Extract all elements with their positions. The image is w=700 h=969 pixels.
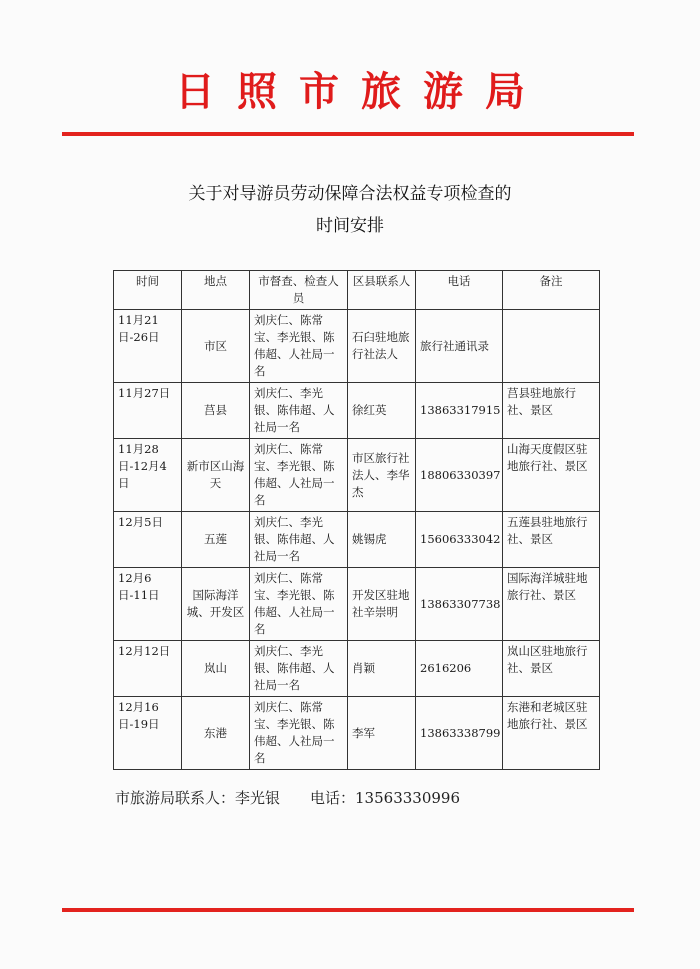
cell-time: 11月28日-12月4日 — [114, 439, 182, 512]
document-title-line2: 时间安排 — [316, 216, 384, 236]
cell-phone: 15606333042 — [416, 512, 503, 568]
cell-remark — [503, 310, 600, 383]
table-row — [114, 310, 600, 383]
cell-inspectors: 刘庆仁、陈常宝、李光银、陈伟超、人社局一名 — [250, 310, 348, 383]
cell-time: 11月21日-26日 — [114, 310, 182, 383]
document-title-line1: 关于对导游员劳动保障合法权益专项检查的 — [188, 184, 512, 204]
cell-inspectors: 刘庆仁、陈常宝、李光银、陈伟超、人社局一名 — [250, 568, 348, 641]
table-row — [114, 568, 600, 641]
cell-remark: 东港和老城区驻地旅行社、景区 — [503, 697, 600, 770]
cell-inspectors: 刘庆仁、陈常宝、李光银、陈伟超、人社局一名 — [250, 697, 348, 770]
column-header-contact: 区县联系人 — [348, 271, 416, 310]
cell-place: 岚山 — [182, 641, 250, 697]
cell-remark: 岚山区驻地旅行社、景区 — [503, 641, 600, 697]
cell-time: 12月16日-19日 — [114, 697, 182, 770]
table-row — [114, 697, 600, 770]
cell-remark: 五莲县驻地旅行社、景区 — [503, 512, 600, 568]
footer-red-rule — [62, 908, 634, 912]
footer-contact-phone: 电话：13563330996 — [310, 789, 460, 807]
column-header-phone: 电话 — [416, 271, 503, 310]
cell-contact: 市区旅行社法人、李华杰 — [348, 439, 416, 512]
org-letterhead-title: 日照市旅游局 — [175, 69, 547, 115]
letterhead-red-rule — [62, 132, 634, 136]
column-header-place: 地点 — [182, 271, 250, 310]
cell-time: 12月5日 — [114, 512, 182, 568]
table-row — [114, 383, 600, 439]
cell-phone: 18806330397 — [416, 439, 503, 512]
cell-remark: 国际海洋城驻地旅行社、景区 — [503, 568, 600, 641]
column-header-remark: 备注 — [503, 271, 600, 310]
cell-time: 12月12日 — [114, 641, 182, 697]
footer-contact-line — [115, 787, 460, 808]
cell-place: 五莲 — [182, 512, 250, 568]
table-row — [114, 512, 600, 568]
cell-phone: 13863317915 — [416, 383, 503, 439]
cell-inspectors: 刘庆仁、李光银、陈伟超、人社局一名 — [250, 383, 348, 439]
cell-place: 国际海洋城、开发区 — [182, 568, 250, 641]
cell-remark: 山海天度假区驻地旅行社、景区 — [503, 439, 600, 512]
cell-time: 12月6日-11日 — [114, 568, 182, 641]
cell-place: 东港 — [182, 697, 250, 770]
column-header-inspectors: 市督查、检查人员 — [250, 271, 348, 310]
cell-contact: 姚锡虎 — [348, 512, 416, 568]
cell-phone: 2616206 — [416, 641, 503, 697]
column-header-time: 时间 — [114, 271, 182, 310]
table-row — [114, 439, 600, 512]
table-header-row — [114, 271, 600, 310]
cell-phone: 13863338799 — [416, 697, 503, 770]
cell-inspectors: 刘庆仁、李光银、陈伟超、人社局一名 — [250, 641, 348, 697]
cell-remark: 莒县驻地旅行社、景区 — [503, 383, 600, 439]
cell-place: 莒县 — [182, 383, 250, 439]
cell-contact: 李军 — [348, 697, 416, 770]
cell-contact: 石臼驻地旅行社法人 — [348, 310, 416, 383]
cell-place: 新市区山海天 — [182, 439, 250, 512]
table-row — [114, 641, 600, 697]
footer-contact-person: 市旅游局联系人：李光银 — [115, 789, 281, 807]
cell-contact: 开发区驻地社辛崇明 — [348, 568, 416, 641]
inspection-schedule-table — [113, 270, 600, 770]
cell-phone: 13863307738 — [416, 568, 503, 641]
cell-inspectors: 刘庆仁、李光银、陈伟超、人社局一名 — [250, 512, 348, 568]
cell-place: 市区 — [182, 310, 250, 383]
cell-contact: 徐红英 — [348, 383, 416, 439]
cell-inspectors: 刘庆仁、陈常宝、李光银、陈伟超、人社局一名 — [250, 439, 348, 512]
cell-phone: 旅行社通讯录 — [416, 310, 503, 383]
cell-time: 11月27日 — [114, 383, 182, 439]
cell-contact: 肖颖 — [348, 641, 416, 697]
